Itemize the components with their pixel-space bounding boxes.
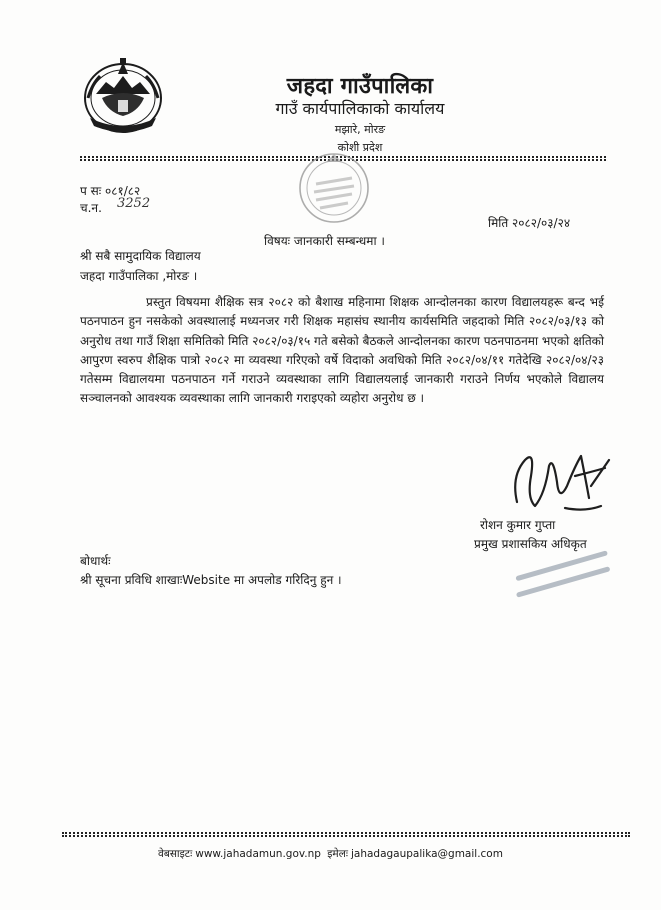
handwritten-signature-icon [505, 446, 615, 518]
letter-body: प्रस्तुत विषयमा शैक्षिक सत्र २०८२ को बैशाख महिनामा शिक्षक आन्दोलनका कारण विद्यालयहरू बन्द भई पठनपाठन हुन नसकेको अवस्थालाई मध्यनजर गरी शिक्षक महासंघ स्थानीय कार्यसमिति जहदाको मिति २०८२/०३/१३ को अनुरोध तथा गाउँ शिक्षा समितिको मिति २०८२/०३/१५ गते बसेको बैठकले आन्दोलनका कारण पठनपाठनमा भएको क्षतिको आपुरण स्वरुप शैक्षिक पात्रो २०८२ मा व्यवस्था गरिएको वर्षे विदाको अवधिको मिति २०८२/०४/११ गतेदेखि २०८२/०४/२३ गतेसम्म विद्यालयमा पठनपाठन गर्ने गराउने व्यवस्थाका लागि विद्यालयलाई जानकारी गराउने निर्णय भएकोले विद्यालय सञ्चालनको आवश्यक व्यवस्थाका लागि जानकारी गराइएको व्यहोरा अनुरोध छ । [80, 295, 604, 406]
addressee-line-2: जहदा गाउँपालिका ,मोरङ । [80, 269, 198, 283]
office-province: कोशी प्रदेश [337, 141, 383, 154]
reference-fiscal-year: प सः ०८१/८२ [80, 184, 141, 198]
addressee-line-1: श्री सबै सामुदायिक विद्यालय [80, 249, 201, 263]
cc-label: बोधार्थः [80, 554, 111, 568]
chalani-number: 3252 [117, 196, 151, 211]
website-label: वेबसाइटः [158, 848, 193, 860]
footer-divider-secondary [62, 835, 630, 837]
office-subtitle: गाउँ कार्यपालिकाको कार्यालय [275, 99, 445, 118]
chalani-label: च.न. [80, 201, 102, 215]
signatory-title: प्रमुख प्रशासकिय अधिकृत [474, 537, 587, 551]
email-link[interactable]: jahadagaupalika@gmail.com [350, 848, 503, 860]
nepal-government-emblem-icon [78, 54, 168, 136]
office-location: मझारे, मोरङ [334, 123, 386, 136]
website-link[interactable]: www.jahadamun.gov.np [195, 848, 321, 860]
cc-recipient: श्री सूचना प्रविधि शाखाःWebsite मा अपलोड गरिदिनु हुन । [80, 573, 342, 587]
signatory-name: रोशन कुमार गुप्ता [480, 518, 556, 532]
footer-divider [62, 832, 630, 834]
letter-date: मिति २०८२/०३/२४ [488, 216, 571, 230]
office-seal-stamp-icon [288, 148, 380, 226]
letter-subject: विषयः जानकारी सम्बन्धमा । [264, 234, 385, 248]
office-name: जहदा गाउँपालिका [286, 74, 434, 99]
footer-contact [158, 847, 506, 861]
email-label: इमेलः [327, 848, 348, 860]
